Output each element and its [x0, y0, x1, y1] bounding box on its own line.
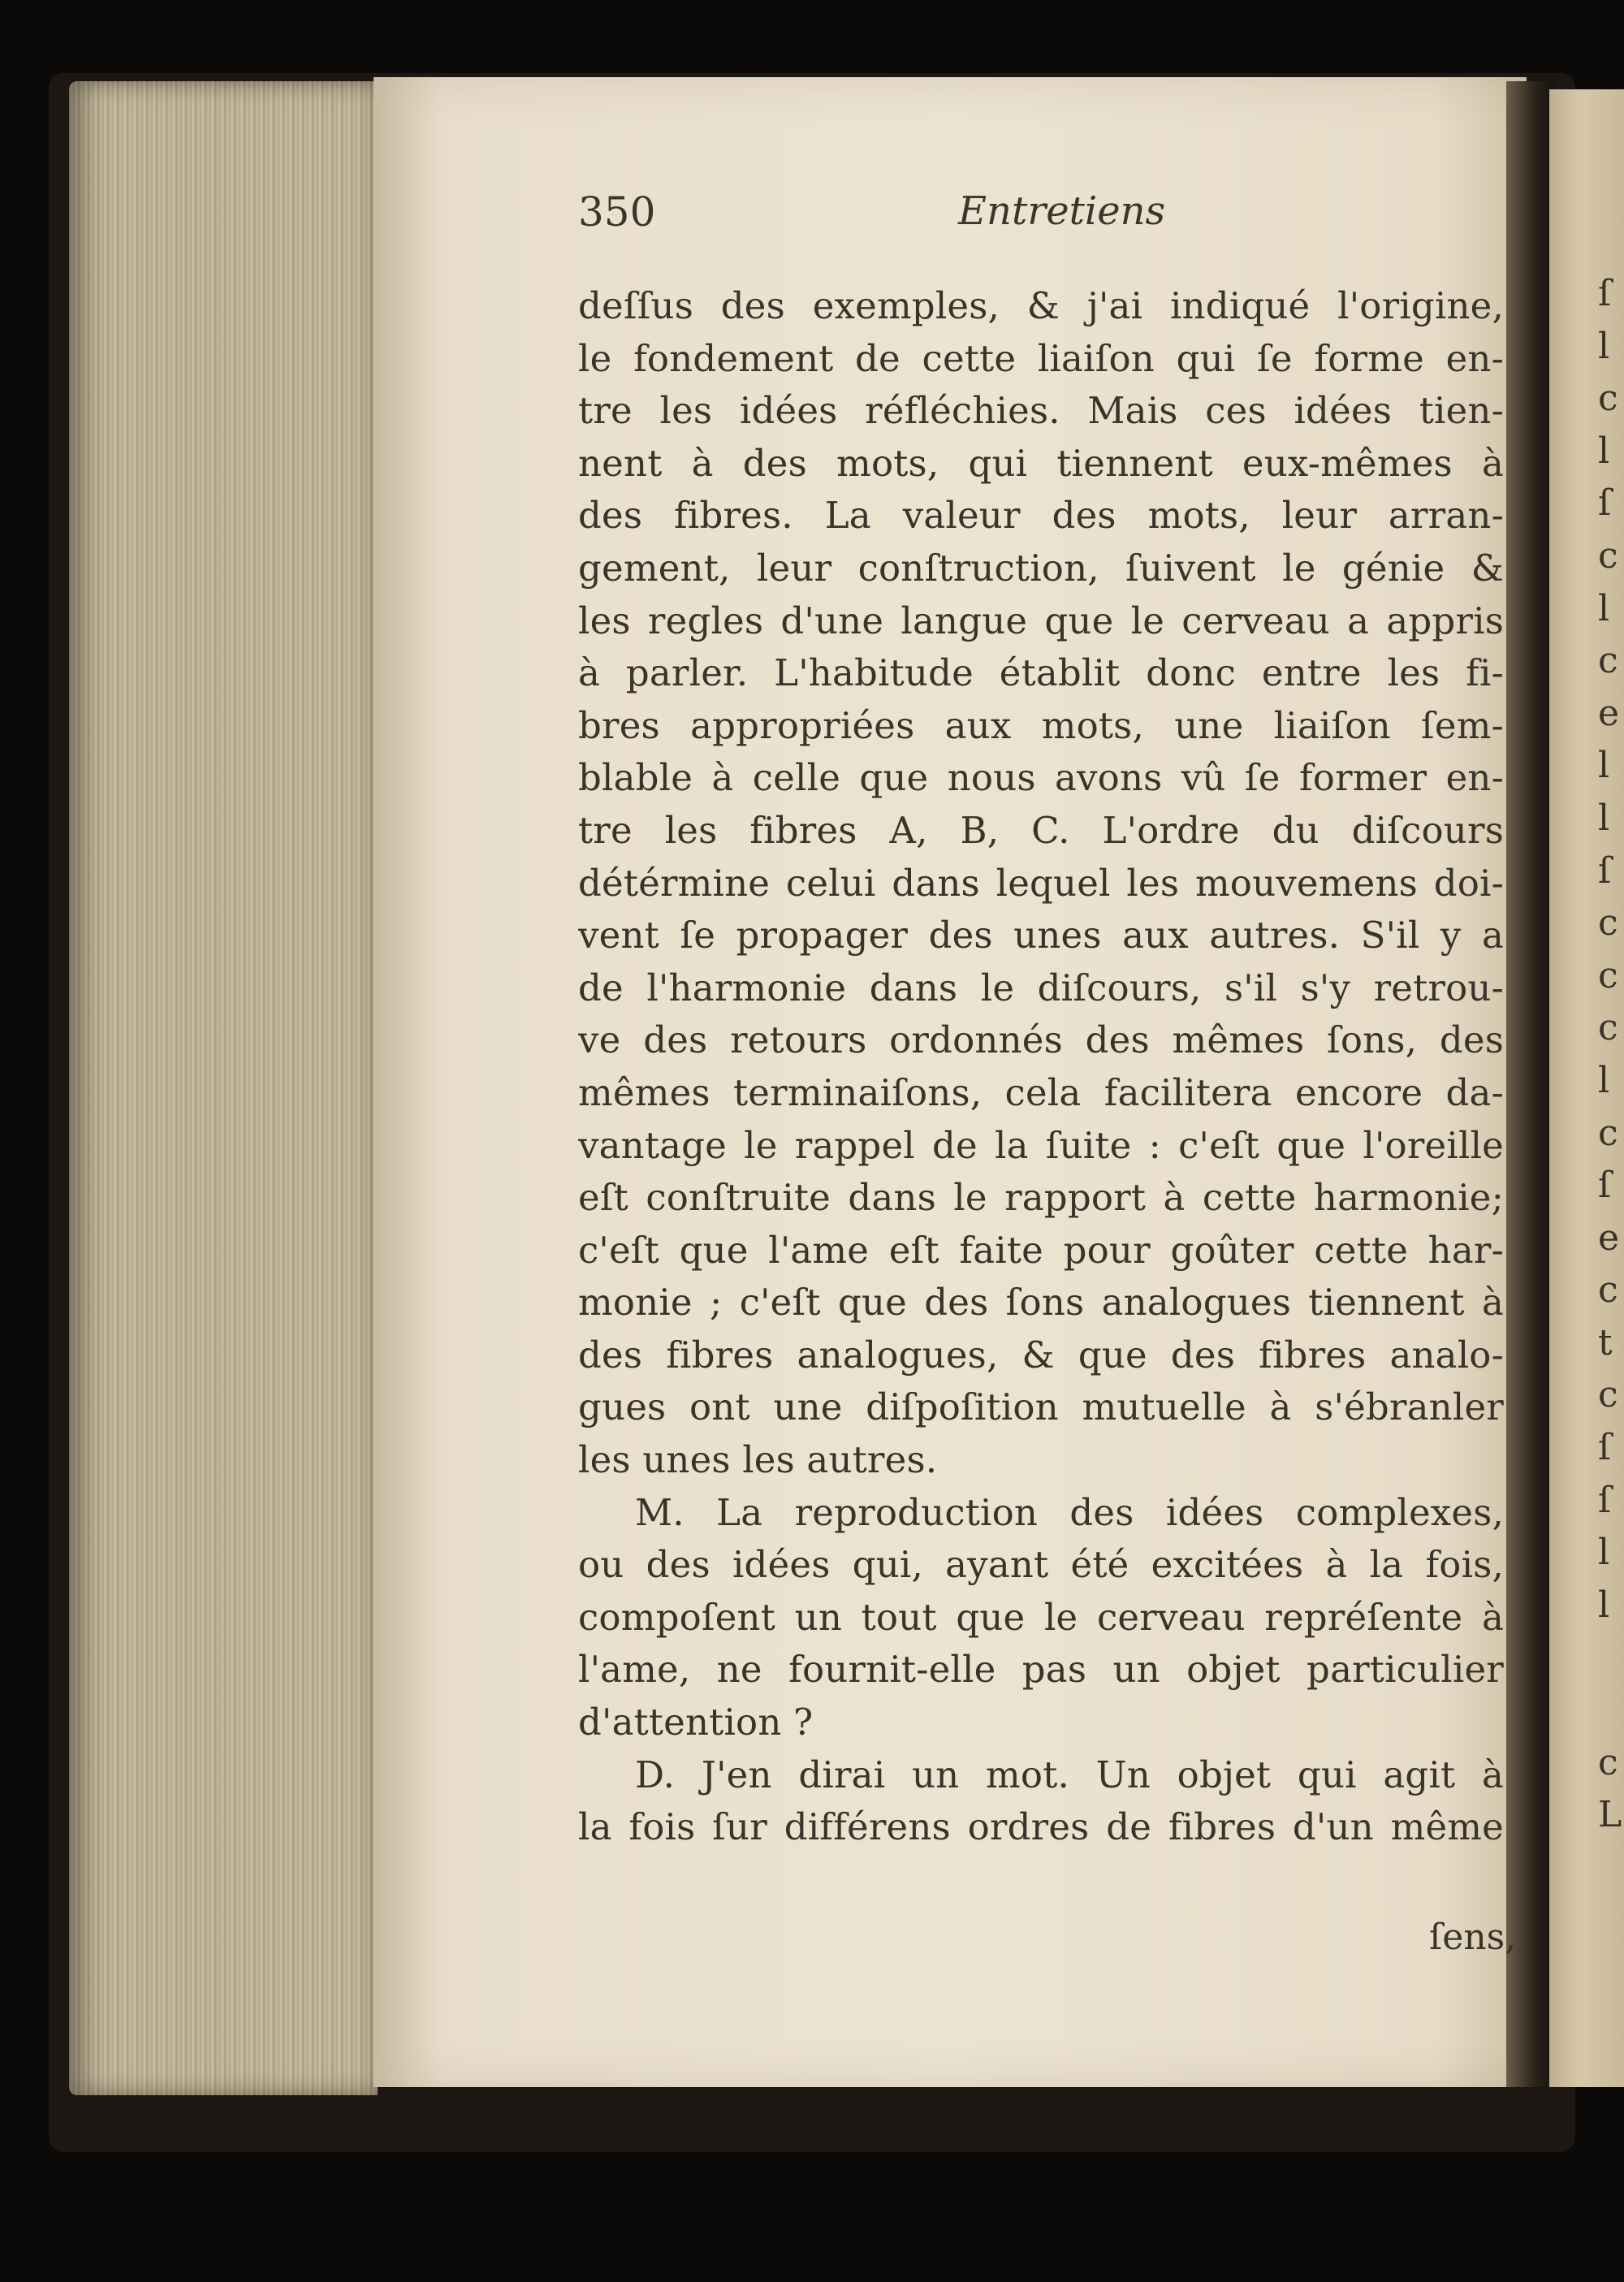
body-text	[578, 280, 1504, 1854]
right-page-fragment: L	[1598, 1794, 1622, 1836]
right-page-fragment: l	[1598, 1584, 1610, 1626]
text-line: mêmes terminaiſons, cela facilitera encore da-	[578, 1070, 1504, 1114]
text-line: tre les idées réfléchies. Mais ces idées tien-	[578, 389, 1504, 433]
right-page-fragment: l	[1598, 587, 1610, 629]
text-line: vent ſe propager des unes aux autres. S'il y a	[578, 914, 1504, 957]
text-line: les regles d'une langue que le cerveau a appris	[578, 599, 1504, 642]
running-title: Entretiens	[958, 188, 1166, 234]
text-line: M. La reproduction des idées complexes,	[635, 1490, 1504, 1534]
right-page-fragment: ſ	[1598, 273, 1612, 314]
right-page-fragment: e	[1598, 692, 1620, 734]
right-page-fragment: c	[1598, 902, 1618, 944]
page-edges	[69, 81, 378, 2095]
text-line: la fois ſur différens ordres de fibres d'un même	[578, 1805, 1504, 1849]
right-page-fragment: c	[1598, 1269, 1618, 1312]
text-line: nent à des mots, qui tiennent eux-mêmes à	[578, 441, 1504, 485]
right-page-fragment: ſ	[1598, 482, 1612, 525]
text-line: à parler. L'habitude établit donc entre les fi-	[578, 651, 1504, 695]
text-line: blable à celle que nous avons vû ſe former en-	[578, 756, 1504, 800]
right-page-fragment: c	[1598, 1007, 1618, 1049]
page-header	[578, 188, 1166, 245]
text-line: tre les fibres A, B, C. L'ordre du diſcours	[578, 808, 1504, 852]
text-line: D. J'en dirai un mot. Un objet qui agit à	[635, 1753, 1504, 1796]
right-page-fragment: l	[1598, 797, 1610, 839]
text-line: ou des idées qui, ayant été excitées à la fois,	[578, 1543, 1504, 1587]
right-page-fragment: c	[1598, 954, 1618, 996]
right-page-fragment: ſ	[1598, 1427, 1612, 1469]
right-page-fragment: c	[1598, 378, 1618, 420]
text-line: bres appropriées aux mots, une liaiſon ſem-	[578, 703, 1504, 747]
text-line: vantage le rappel de la ſuite : c'eſt que l'oreille	[578, 1123, 1504, 1167]
right-page-fragment: c	[1598, 1741, 1618, 1783]
text-line: ve des retours ordonnés des mêmes ſons, des	[578, 1018, 1504, 1062]
text-line: monie ; c'eſt que des ſons analogues tiennent à	[578, 1281, 1504, 1325]
right-page-fragment: c	[1598, 534, 1618, 577]
right-page-fragment: ſ	[1598, 1479, 1612, 1521]
text-line: gues ont une diſpoſition mutuelle à s'ébranler	[578, 1385, 1504, 1429]
text-line: eſt conſtruite dans le rapport à cette harmonie;	[578, 1176, 1504, 1220]
page-number: 350	[578, 188, 656, 236]
right-page-fragment	[1598, 1684, 1622, 1737]
text-line: c'eſt que l'ame eſt faite pour goûter cette har-	[578, 1228, 1504, 1272]
right-page-fragment: t	[1598, 1321, 1613, 1364]
right-page-fragment: l	[1598, 1532, 1610, 1574]
text-line: de l'harmonie dans le diſcours, s'il s'y retrou-	[578, 966, 1504, 1009]
right-page-fragment: e	[1598, 1217, 1620, 1259]
text-line: l'ame, ne fournit-elle pas un objet particulier	[578, 1648, 1504, 1692]
right-page-text-fragments	[1598, 268, 1622, 1842]
text-line: détérmine celui dans lequel les mouvemens doi-	[578, 861, 1504, 905]
right-page-fragment: ſ	[1598, 1165, 1612, 1207]
right-page-fragment: c	[1598, 1374, 1618, 1416]
right-page-fragment: l	[1598, 325, 1610, 367]
right-page-fragment: ſ	[1598, 849, 1612, 892]
text-line: compoſent un tout que le cerveau repréſente à	[578, 1595, 1504, 1639]
text-line: des fibres analogues, & que des fibres analo-	[578, 1333, 1504, 1377]
catchword: ſens,	[1429, 1917, 1517, 1958]
text-line: gement, leur conſtruction, ſuivent le génie &	[578, 546, 1504, 590]
right-page-fragment: c	[1598, 1112, 1618, 1154]
right-page-fragment	[1598, 1632, 1622, 1684]
text-line: des fibres. La valeur des mots, leur arran-	[578, 494, 1504, 538]
right-page-fragment: c	[1598, 640, 1618, 682]
right-page-fragment: l	[1598, 745, 1610, 787]
text-line: d'attention ?	[578, 1701, 814, 1744]
right-page-fragment: l	[1598, 430, 1610, 472]
text-line: les unes les autres.	[578, 1438, 938, 1482]
text-line: deſſus des exemples, & j'ai indiqué l'origine,	[578, 284, 1504, 327]
book-gutter	[1506, 81, 1555, 2087]
text-line: le fondement de cette liaiſon qui ſe forme en-	[578, 336, 1504, 380]
right-page-fragment: l	[1598, 1059, 1610, 1101]
